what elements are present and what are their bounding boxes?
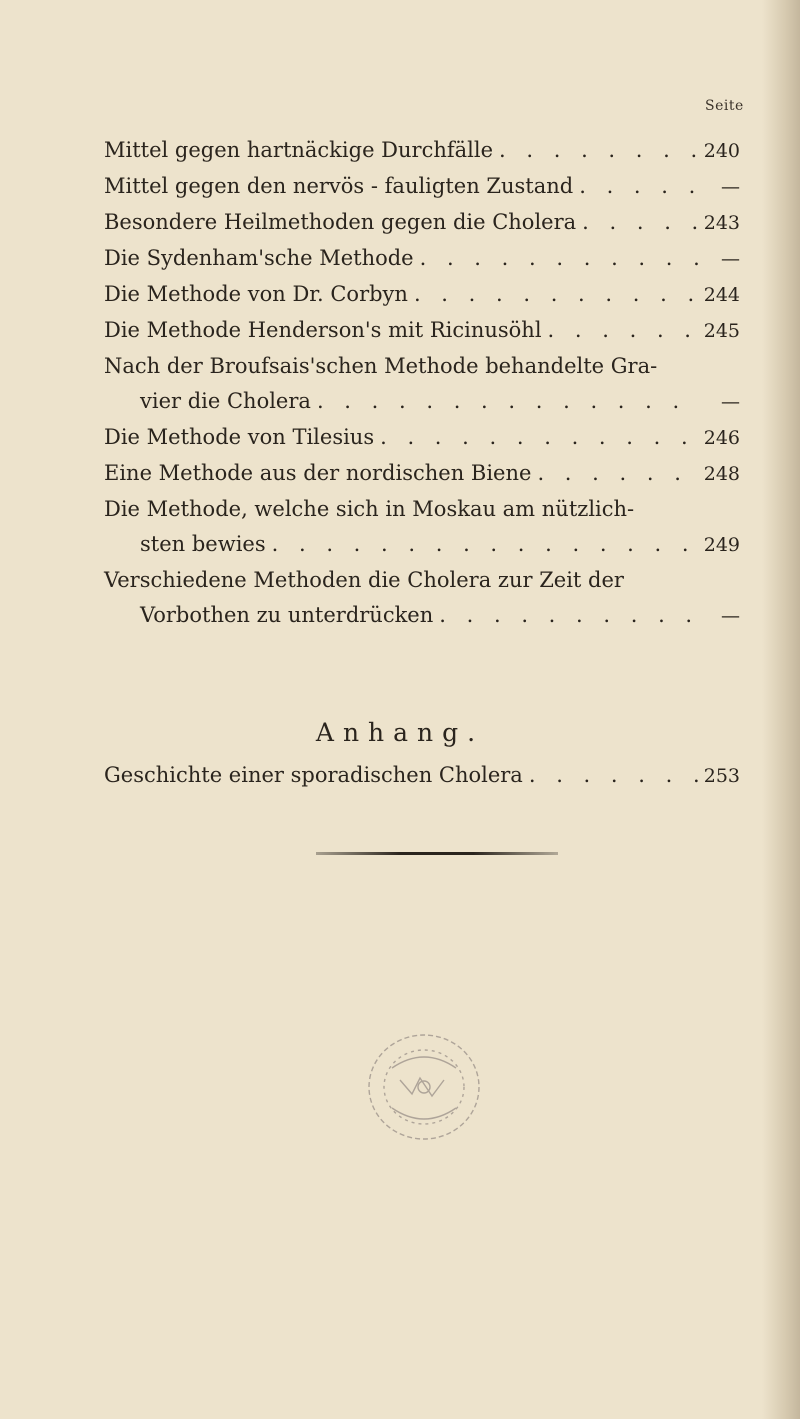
toc-entry-title: Verschiedene Methoden die Cholera zur Zeit der	[104, 568, 624, 592]
toc-page-number: 244	[703, 284, 740, 306]
toc-entry-title: Die Methode von Tilesius	[104, 425, 375, 449]
toc-page-number: 253	[703, 765, 740, 787]
table-of-contents	[104, 133, 740, 634]
toc-entry[interactable]	[104, 169, 740, 205]
toc-entry-title: Die Sydenham'sche Methode	[104, 246, 414, 270]
toc-entry-title-continued: Vorbothen zu unterdrücken	[140, 603, 434, 627]
toc-page-number: 249	[703, 534, 740, 556]
toc-entry[interactable]	[104, 492, 740, 563]
toc-entry[interactable]	[104, 758, 740, 794]
toc-entry[interactable]	[104, 313, 740, 349]
toc-entry[interactable]	[104, 205, 740, 241]
toc-page-number: 245	[703, 320, 740, 342]
leader-dots	[374, 420, 700, 455]
appendix-list	[104, 758, 740, 794]
toc-entry[interactable]	[104, 456, 740, 492]
toc-page-number: 248	[703, 463, 740, 485]
toc-page-number: 243	[703, 212, 740, 234]
toc-page-number: 240	[703, 140, 740, 162]
toc-entry-title-continued: vier die Cholera	[140, 389, 311, 413]
toc-entry[interactable]	[104, 563, 740, 634]
appendix-heading: Anhang.	[315, 718, 485, 747]
leader-dots	[493, 133, 700, 168]
toc-entry[interactable]	[104, 133, 740, 169]
leader-dots	[311, 384, 700, 419]
toc-entry-title: Die Methode Henderson's mit Ricinusöhl	[104, 318, 542, 342]
toc-entry-title: Eine Methode aus der nordischen Biene	[104, 461, 532, 485]
leader-dots	[523, 758, 700, 793]
toc-entry-title: Die Methode von Dr. Corbyn	[104, 282, 408, 306]
leader-dots	[433, 598, 700, 633]
library-stamp-icon	[362, 1028, 486, 1146]
leader-dots	[573, 169, 700, 204]
toc-entry-title-continued: sten bewies	[140, 532, 266, 556]
toc-page-number: —	[721, 391, 740, 413]
closing-rule-divider	[316, 852, 558, 855]
leader-dots	[414, 241, 700, 276]
toc-page-number: —	[721, 176, 740, 198]
leader-dots	[542, 313, 700, 348]
toc-entry-title: Mittel gegen den nervös - fauligten Zustand	[104, 174, 574, 198]
toc-entry-title: Mittel gegen hartnäckige Durchfälle	[104, 138, 494, 162]
toc-entry[interactable]	[104, 349, 740, 420]
page-column-label: Seite	[705, 98, 744, 114]
leader-dots	[531, 456, 700, 491]
leader-dots	[408, 277, 700, 312]
page-edge-shadow	[762, 0, 800, 1419]
toc-entry[interactable]	[104, 241, 740, 277]
toc-entry-title: Besondere Heilmethoden gegen die Cholera	[104, 210, 577, 234]
leader-dots	[266, 527, 700, 562]
toc-entry-title: Die Methode, welche sich in Moskau am nützlich-	[104, 497, 635, 521]
toc-entry-title: Geschichte einer sporadischen Cholera	[104, 763, 523, 787]
toc-page-number: —	[721, 605, 740, 627]
toc-page-number: 246	[703, 427, 740, 449]
toc-page-number: —	[721, 248, 740, 270]
toc-entry[interactable]	[104, 277, 740, 313]
toc-entry-title: Nach der Broufsais'schen Methode behandelte Gra-	[104, 354, 658, 378]
leader-dots	[576, 205, 700, 240]
toc-entry[interactable]	[104, 420, 740, 456]
